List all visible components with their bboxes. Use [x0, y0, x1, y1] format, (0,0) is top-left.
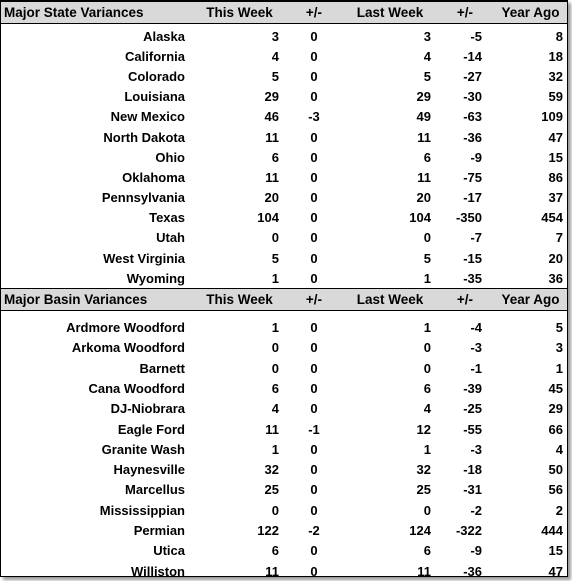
cell-year-ago: 86 [548, 169, 563, 185]
cell-year-ago: 47 [548, 129, 563, 145]
column-header-year-ago: Year Ago [496, 289, 567, 311]
cell-this-week: 25 [264, 482, 279, 498]
cell-change-year: -75 [463, 169, 482, 185]
cell-name: West Virginia [103, 250, 185, 266]
cell-change-week: 0 [310, 149, 318, 165]
cell-last-week: 1 [423, 270, 431, 286]
cell-name: Utah [156, 230, 185, 246]
cell-last-week: 12 [416, 421, 431, 437]
cell-name: Arkoma Woodford [71, 340, 185, 356]
variance-table [1, 1, 567, 577]
cell-name: Oklahoma [122, 169, 185, 185]
table-row [1, 268, 567, 289]
cell-change-week: 0 [310, 270, 318, 286]
cell-change-year: -31 [463, 482, 482, 498]
cell-last-week: 49 [416, 109, 431, 125]
cell-name: Barnett [139, 360, 185, 376]
cell-last-week: 4 [423, 48, 431, 64]
cell-this-week: 11 [265, 129, 279, 145]
table-row [1, 228, 567, 248]
cell-last-week: 3 [423, 28, 431, 44]
cell-change-week: 0 [310, 482, 318, 498]
cell-change-year: -2 [470, 502, 482, 518]
table-row [1, 188, 567, 208]
cell-last-week: 1 [423, 320, 431, 336]
column-header-last-week: Last Week [346, 2, 436, 24]
cell-last-week: 6 [423, 543, 431, 559]
cell-change-week: 0 [310, 360, 318, 376]
column-header-this-week: This Week [197, 289, 284, 311]
cell-this-week: 122 [257, 523, 279, 539]
cell-year-ago: 59 [548, 89, 563, 105]
cell-name: Marcellus [125, 482, 185, 498]
column-header-this-week: This Week [197, 2, 284, 24]
cell-change-week: 0 [310, 89, 318, 105]
cell-change-year: -7 [470, 230, 482, 246]
cell-this-week: 0 [271, 502, 279, 518]
table-row [1, 439, 567, 459]
cell-last-week: 5 [423, 68, 431, 84]
table-row [1, 358, 567, 378]
column-header-change-year: +/- [436, 2, 496, 24]
basin-section-title: Major Basin Variances [1, 289, 197, 311]
cell-change-week: 0 [310, 190, 318, 206]
cell-name: Mississippian [99, 502, 185, 518]
cell-year-ago: 444 [541, 523, 563, 539]
table-row [1, 147, 567, 167]
cell-year-ago: 2 [555, 502, 563, 518]
cell-year-ago: 36 [548, 270, 563, 286]
cell-change-year: -39 [463, 380, 482, 396]
cell-year-ago: 4 [555, 441, 563, 457]
cell-last-week: 4 [423, 401, 431, 417]
cell-change-week: 0 [310, 543, 318, 559]
cell-this-week: 11 [265, 421, 279, 437]
cell-last-week: 124 [409, 523, 431, 539]
cell-this-week: 6 [271, 149, 279, 165]
cell-change-week: 0 [310, 340, 318, 356]
cell-last-week: 20 [416, 190, 431, 206]
table-row [1, 66, 567, 86]
cell-name: DJ-Niobrara [110, 401, 185, 417]
cell-change-year: -3 [470, 340, 482, 356]
cell-year-ago: 7 [555, 230, 563, 246]
cell-change-week: 0 [310, 28, 318, 44]
cell-this-week: 32 [264, 462, 279, 478]
cell-change-year: -15 [463, 250, 482, 266]
cell-this-week: 20 [264, 190, 279, 206]
cell-this-week: 46 [264, 109, 279, 125]
cell-name: Haynesville [113, 462, 185, 478]
cell-change-year: -36 [463, 563, 482, 577]
cell-last-week: 29 [416, 89, 431, 105]
cell-change-week: -2 [308, 523, 320, 539]
cell-year-ago: 18 [548, 48, 563, 64]
table-row [1, 378, 567, 398]
cell-last-week: 32 [416, 462, 431, 478]
table-row [1, 248, 567, 268]
cell-change-year: -9 [470, 149, 482, 165]
cell-year-ago: 66 [548, 421, 563, 437]
cell-last-week: 6 [423, 149, 431, 165]
cell-name: Granite Wash [101, 441, 185, 457]
cell-change-week: -3 [308, 109, 320, 125]
cell-year-ago: 37 [548, 190, 563, 206]
basin-rows [1, 311, 567, 577]
cell-year-ago: 50 [548, 462, 563, 478]
cell-change-year: -35 [463, 270, 482, 286]
cell-name: California [125, 48, 185, 64]
cell-this-week: 4 [271, 401, 279, 417]
cell-this-week: 5 [271, 250, 279, 266]
cell-change-week: -1 [308, 421, 320, 437]
table-row [1, 561, 567, 577]
cell-change-year: -322 [455, 523, 482, 539]
cell-name: Cana Woodford [88, 380, 185, 396]
table-row [1, 399, 567, 419]
cell-year-ago: 109 [541, 109, 563, 125]
cell-last-week: 5 [423, 250, 431, 266]
cell-change-year: -14 [463, 48, 482, 64]
cell-last-week: 0 [423, 360, 431, 376]
cell-year-ago: 56 [548, 482, 563, 498]
cell-change-year: -9 [470, 543, 482, 559]
table-row [1, 338, 567, 358]
cell-year-ago: 3 [555, 340, 563, 356]
cell-name: Alaska [143, 28, 185, 44]
cell-last-week: 6 [423, 380, 431, 396]
cell-year-ago: 15 [548, 149, 563, 165]
cell-last-week: 104 [409, 210, 431, 226]
cell-change-week: 0 [310, 502, 318, 518]
cell-change-year: -1 [470, 360, 482, 376]
cell-year-ago: 454 [541, 210, 563, 226]
cell-name: Utica [153, 543, 185, 559]
cell-change-week: 0 [310, 230, 318, 246]
table-row [1, 46, 567, 66]
cell-name: Pennsylvania [101, 190, 185, 206]
table-row [1, 87, 567, 107]
table-row [1, 419, 567, 439]
cell-last-week: 11 [417, 129, 431, 145]
cell-change-year: -17 [463, 190, 482, 206]
cell-this-week: 3 [271, 28, 279, 44]
cell-change-year: -4 [470, 320, 482, 336]
cell-change-week: 0 [310, 68, 318, 84]
table-row [1, 480, 567, 500]
cell-year-ago: 29 [548, 401, 563, 417]
cell-last-week: 0 [423, 502, 431, 518]
cell-name: Wyoming [126, 270, 185, 286]
cell-change-year: -350 [455, 210, 482, 226]
cell-change-week: 0 [310, 250, 318, 266]
table-row [1, 520, 567, 540]
cell-change-week: 0 [310, 320, 318, 336]
cell-change-week: 0 [310, 48, 318, 64]
cell-this-week: 5 [271, 68, 279, 84]
cell-last-week: 1 [423, 441, 431, 457]
cell-change-year: -55 [463, 421, 482, 437]
cell-year-ago: 47 [548, 563, 563, 577]
cell-this-week: 11 [265, 563, 279, 577]
cell-last-week: 0 [423, 230, 431, 246]
cell-change-year: -18 [463, 462, 482, 478]
table-row [1, 208, 567, 228]
cell-change-year: -27 [463, 68, 482, 84]
table-row [1, 26, 567, 46]
table-row [1, 127, 567, 147]
column-header-year-ago: Year Ago [496, 2, 567, 24]
cell-change-week: 0 [310, 462, 318, 478]
state-section-title: Major State Variances [1, 2, 197, 24]
cell-this-week: 1 [271, 270, 279, 286]
table-row [1, 317, 567, 337]
cell-year-ago: 8 [555, 28, 563, 44]
cell-name: North Dakota [103, 129, 185, 145]
cell-name: Ohio [155, 149, 185, 165]
cell-this-week: 4 [271, 48, 279, 64]
cell-this-week: 6 [271, 543, 279, 559]
cell-name: Williston [130, 563, 185, 577]
cell-this-week: 0 [271, 340, 279, 356]
table-row [1, 541, 567, 561]
cell-change-year: -25 [463, 401, 482, 417]
cell-change-year: -5 [470, 28, 482, 44]
cell-last-week: 11 [417, 563, 431, 577]
table-row [1, 460, 567, 480]
cell-change-week: 0 [310, 380, 318, 396]
cell-year-ago: 45 [548, 380, 563, 396]
cell-name: Louisiana [124, 89, 185, 105]
cell-this-week: 29 [264, 89, 279, 105]
cell-change-year: -36 [463, 129, 482, 145]
cell-year-ago: 20 [548, 250, 563, 266]
cell-last-week: 0 [423, 340, 431, 356]
cell-last-week: 11 [417, 169, 431, 185]
cell-this-week: 1 [271, 441, 279, 457]
cell-name: Colorado [127, 68, 185, 84]
cell-change-week: 0 [310, 210, 318, 226]
cell-name: New Mexico [110, 109, 185, 125]
cell-this-week: 11 [265, 169, 279, 185]
table-row [1, 500, 567, 520]
table-row [1, 167, 567, 187]
cell-year-ago: 32 [548, 68, 563, 84]
cell-year-ago: 1 [555, 360, 563, 376]
cell-this-week: 1 [271, 320, 279, 336]
basin-header-row [1, 289, 567, 311]
column-header-change-year: +/- [436, 289, 496, 311]
cell-change-week: 0 [310, 441, 318, 457]
column-header-last-week: Last Week [346, 289, 436, 311]
cell-name: Ardmore Woodford [66, 320, 185, 336]
cell-name: Texas [149, 210, 185, 226]
cell-year-ago: 5 [555, 320, 563, 336]
cell-change-week: 0 [310, 129, 318, 145]
state-rows [1, 24, 567, 289]
cell-change-year: -3 [470, 441, 482, 457]
cell-this-week: 6 [271, 380, 279, 396]
cell-change-week: 0 [310, 169, 318, 185]
state-header-row [1, 2, 567, 24]
cell-change-week: 0 [310, 401, 318, 417]
column-header-change-week: +/- [284, 2, 346, 24]
cell-name: Eagle Ford [117, 421, 185, 437]
column-header-change-week: +/- [284, 289, 346, 311]
cell-this-week: 104 [257, 210, 279, 226]
cell-last-week: 25 [416, 482, 431, 498]
cell-change-year: -30 [463, 89, 482, 105]
cell-change-week: 0 [310, 563, 318, 577]
cell-year-ago: 15 [548, 543, 563, 559]
cell-change-year: -63 [463, 109, 482, 125]
table-row [1, 107, 567, 127]
cell-name: Permian [133, 523, 185, 539]
cell-this-week: 0 [271, 230, 279, 246]
cell-this-week: 0 [271, 360, 279, 376]
